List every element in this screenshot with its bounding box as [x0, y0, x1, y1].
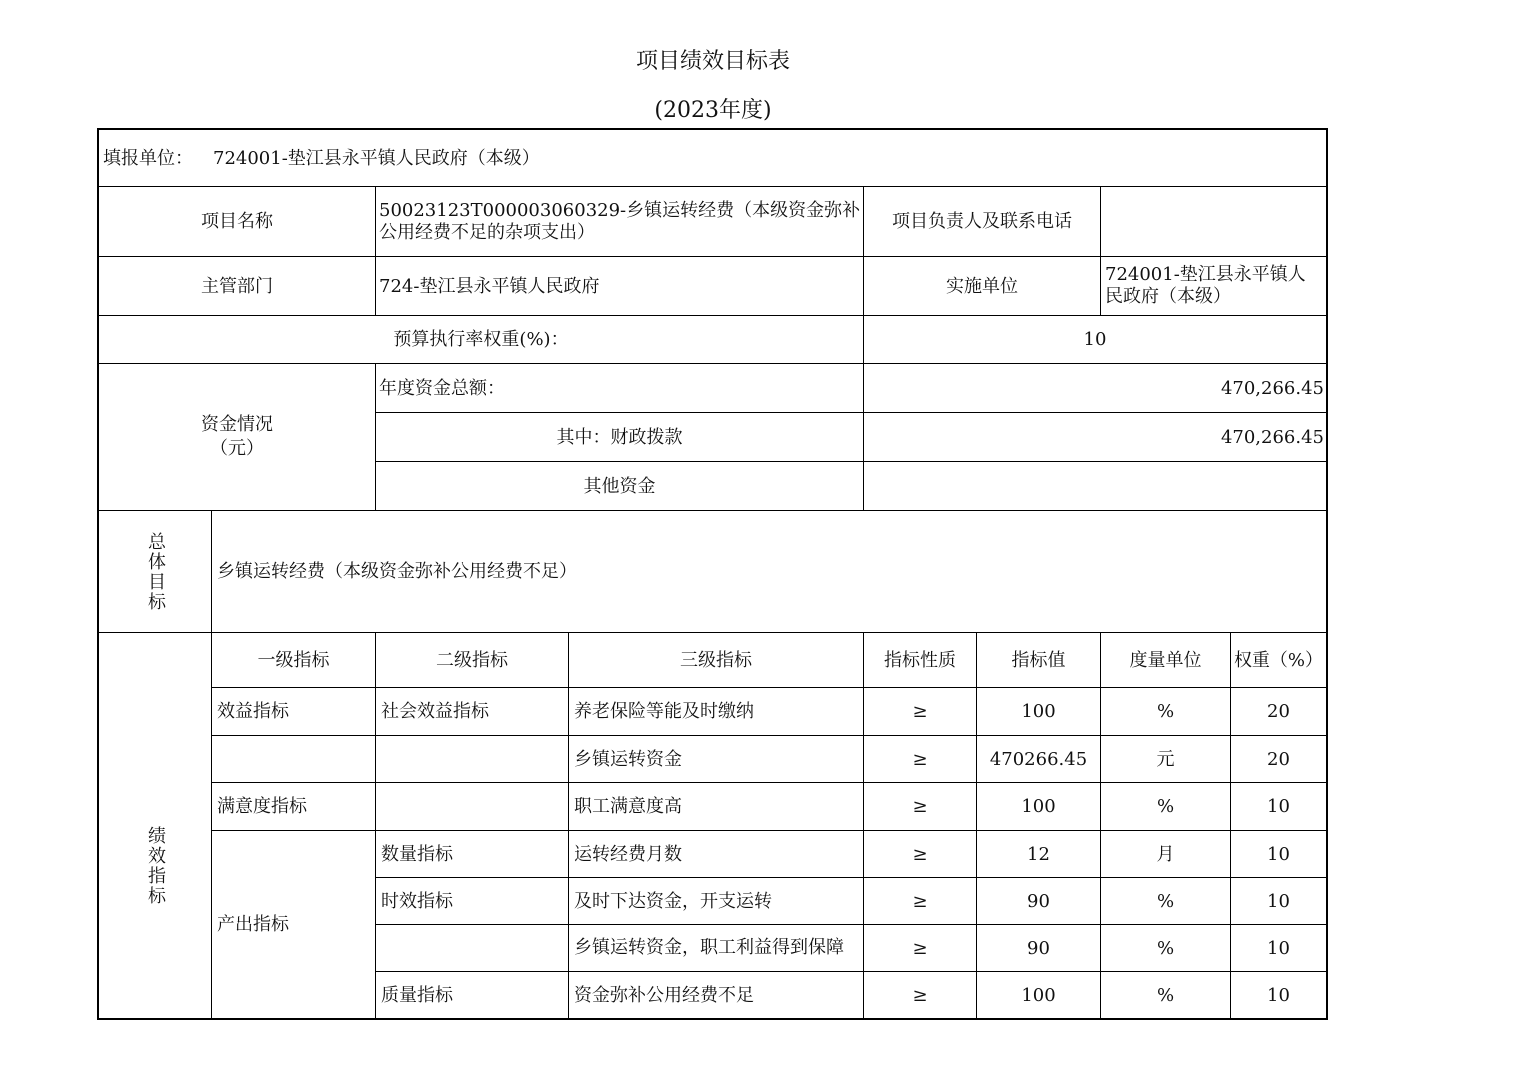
row-value: 12 [1027, 843, 1050, 865]
performance-label-cell [99, 633, 211, 1018]
project-name-value: 50023123T000003060329-乡镇运转经费（本级资金弥补公用经费不足的杂项支出） [379, 199, 861, 243]
row-value: 90 [1027, 937, 1050, 959]
page-subtitle: (2023年度) [654, 98, 772, 123]
row-nature: ≥ [912, 796, 928, 817]
filing-unit-value: 724001-垫江县永平镇人民政府（本级） [213, 147, 540, 169]
row-level3: 及时下达资金，开支运转 [574, 890, 772, 912]
row-nature: ≥ [912, 748, 928, 770]
funds-label: 资金情况 （元） [201, 414, 273, 459]
row-value: 100 [1021, 701, 1056, 722]
row-value: 90 [1027, 890, 1050, 912]
impl-unit-label: 实施单位 [946, 275, 1018, 297]
row-weight: 20 [1267, 701, 1290, 722]
funds-total-label: 年度资金总额： [379, 377, 505, 399]
row-nature: ≥ [912, 984, 928, 1006]
page-title: 项目绩效目标表 [635, 49, 790, 74]
project-leader-label: 项目负责人及联系电话 [892, 211, 1072, 232]
filing-unit-label: 填报单位： [103, 147, 193, 169]
level1-blank [212, 736, 375, 782]
budget-rate-value: 10 [1083, 329, 1107, 350]
row-level3: 职工满意度高 [574, 796, 682, 817]
header-unit: 度量单位 [1129, 649, 1202, 671]
funds-fiscal-label: 其中：财政拨款 [556, 426, 683, 448]
row-level3: 乡镇运转资金，职工利益得到保障 [574, 937, 844, 958]
row-weight: 20 [1267, 748, 1290, 770]
row-nature: ≥ [912, 890, 928, 912]
goal-value: 乡镇运转经费（本级资金弥补公用经费不足） [217, 561, 577, 582]
project-name-label: 项目名称 [201, 211, 273, 232]
header-value: 指标值 [1011, 649, 1066, 671]
header-level3: 三级指标 [680, 649, 752, 671]
level1-benefit: 效益指标 [217, 701, 289, 722]
row-unit: % [1156, 890, 1175, 912]
goal-label-cell [99, 511, 211, 632]
project-leader-value [1101, 187, 1326, 256]
dept-value: 724-垫江县永平镇人民政府 [379, 275, 600, 297]
row-weight: 10 [1267, 890, 1290, 912]
header-level1: 一级指标 [257, 649, 330, 671]
row-level3: 资金弥补公用经费不足 [574, 984, 754, 1006]
funds-total-value: 470,266.45 [1220, 377, 1324, 399]
row-weight: 10 [1267, 937, 1290, 959]
row-level3: 养老保险等能及时缴纳 [574, 701, 754, 722]
performance-label: 绩效指标 [145, 825, 166, 906]
row-level2: 质量指标 [381, 984, 453, 1006]
row-level2 [376, 736, 568, 782]
row-value: 100 [1021, 796, 1056, 817]
funds-other-label: 其他资金 [583, 475, 656, 497]
row-nature: ≥ [912, 937, 928, 959]
dept-label: 主管部门 [201, 275, 273, 297]
row-unit: 元 [1156, 748, 1175, 770]
impl-unit-value: 724001-垫江县永平镇人民政府（本级） [1105, 264, 1306, 307]
row-level2: 社会效益指标 [381, 701, 489, 722]
row-level3: 运转经费月数 [574, 843, 682, 865]
level1-output: 产出指标 [217, 914, 289, 935]
row-unit: % [1156, 701, 1175, 722]
row-weight: 10 [1267, 796, 1290, 817]
row-value: 470266.45 [989, 748, 1088, 770]
row-level2: 数量指标 [381, 843, 453, 865]
row-level2 [376, 925, 568, 971]
header-level2: 二级指标 [436, 649, 508, 671]
goal-label: 总体目标 [145, 531, 166, 612]
row-nature: ≥ [912, 843, 928, 865]
row-value: 100 [1021, 984, 1056, 1006]
header-weight: 权重（%） [1233, 649, 1324, 671]
budget-rate-label: 预算执行率权重(%)： [393, 329, 569, 350]
row-weight: 10 [1267, 843, 1290, 865]
level1-satisfaction: 满意度指标 [217, 796, 307, 817]
filing-unit-row [99, 130, 1326, 186]
row-unit: 月 [1156, 843, 1175, 865]
funds-fiscal-value: 470,266.45 [1220, 426, 1324, 448]
row-weight: 10 [1267, 984, 1290, 1006]
row-level3: 乡镇运转资金 [574, 748, 682, 770]
row-unit: % [1156, 796, 1175, 817]
row-level2: 时效指标 [381, 890, 453, 912]
row-level2 [376, 783, 568, 830]
row-unit: % [1156, 984, 1175, 1006]
row-unit: % [1156, 937, 1175, 959]
row-nature: ≥ [912, 701, 928, 722]
header-nature: 指标性质 [884, 649, 956, 671]
funds-other-value [864, 462, 1326, 510]
